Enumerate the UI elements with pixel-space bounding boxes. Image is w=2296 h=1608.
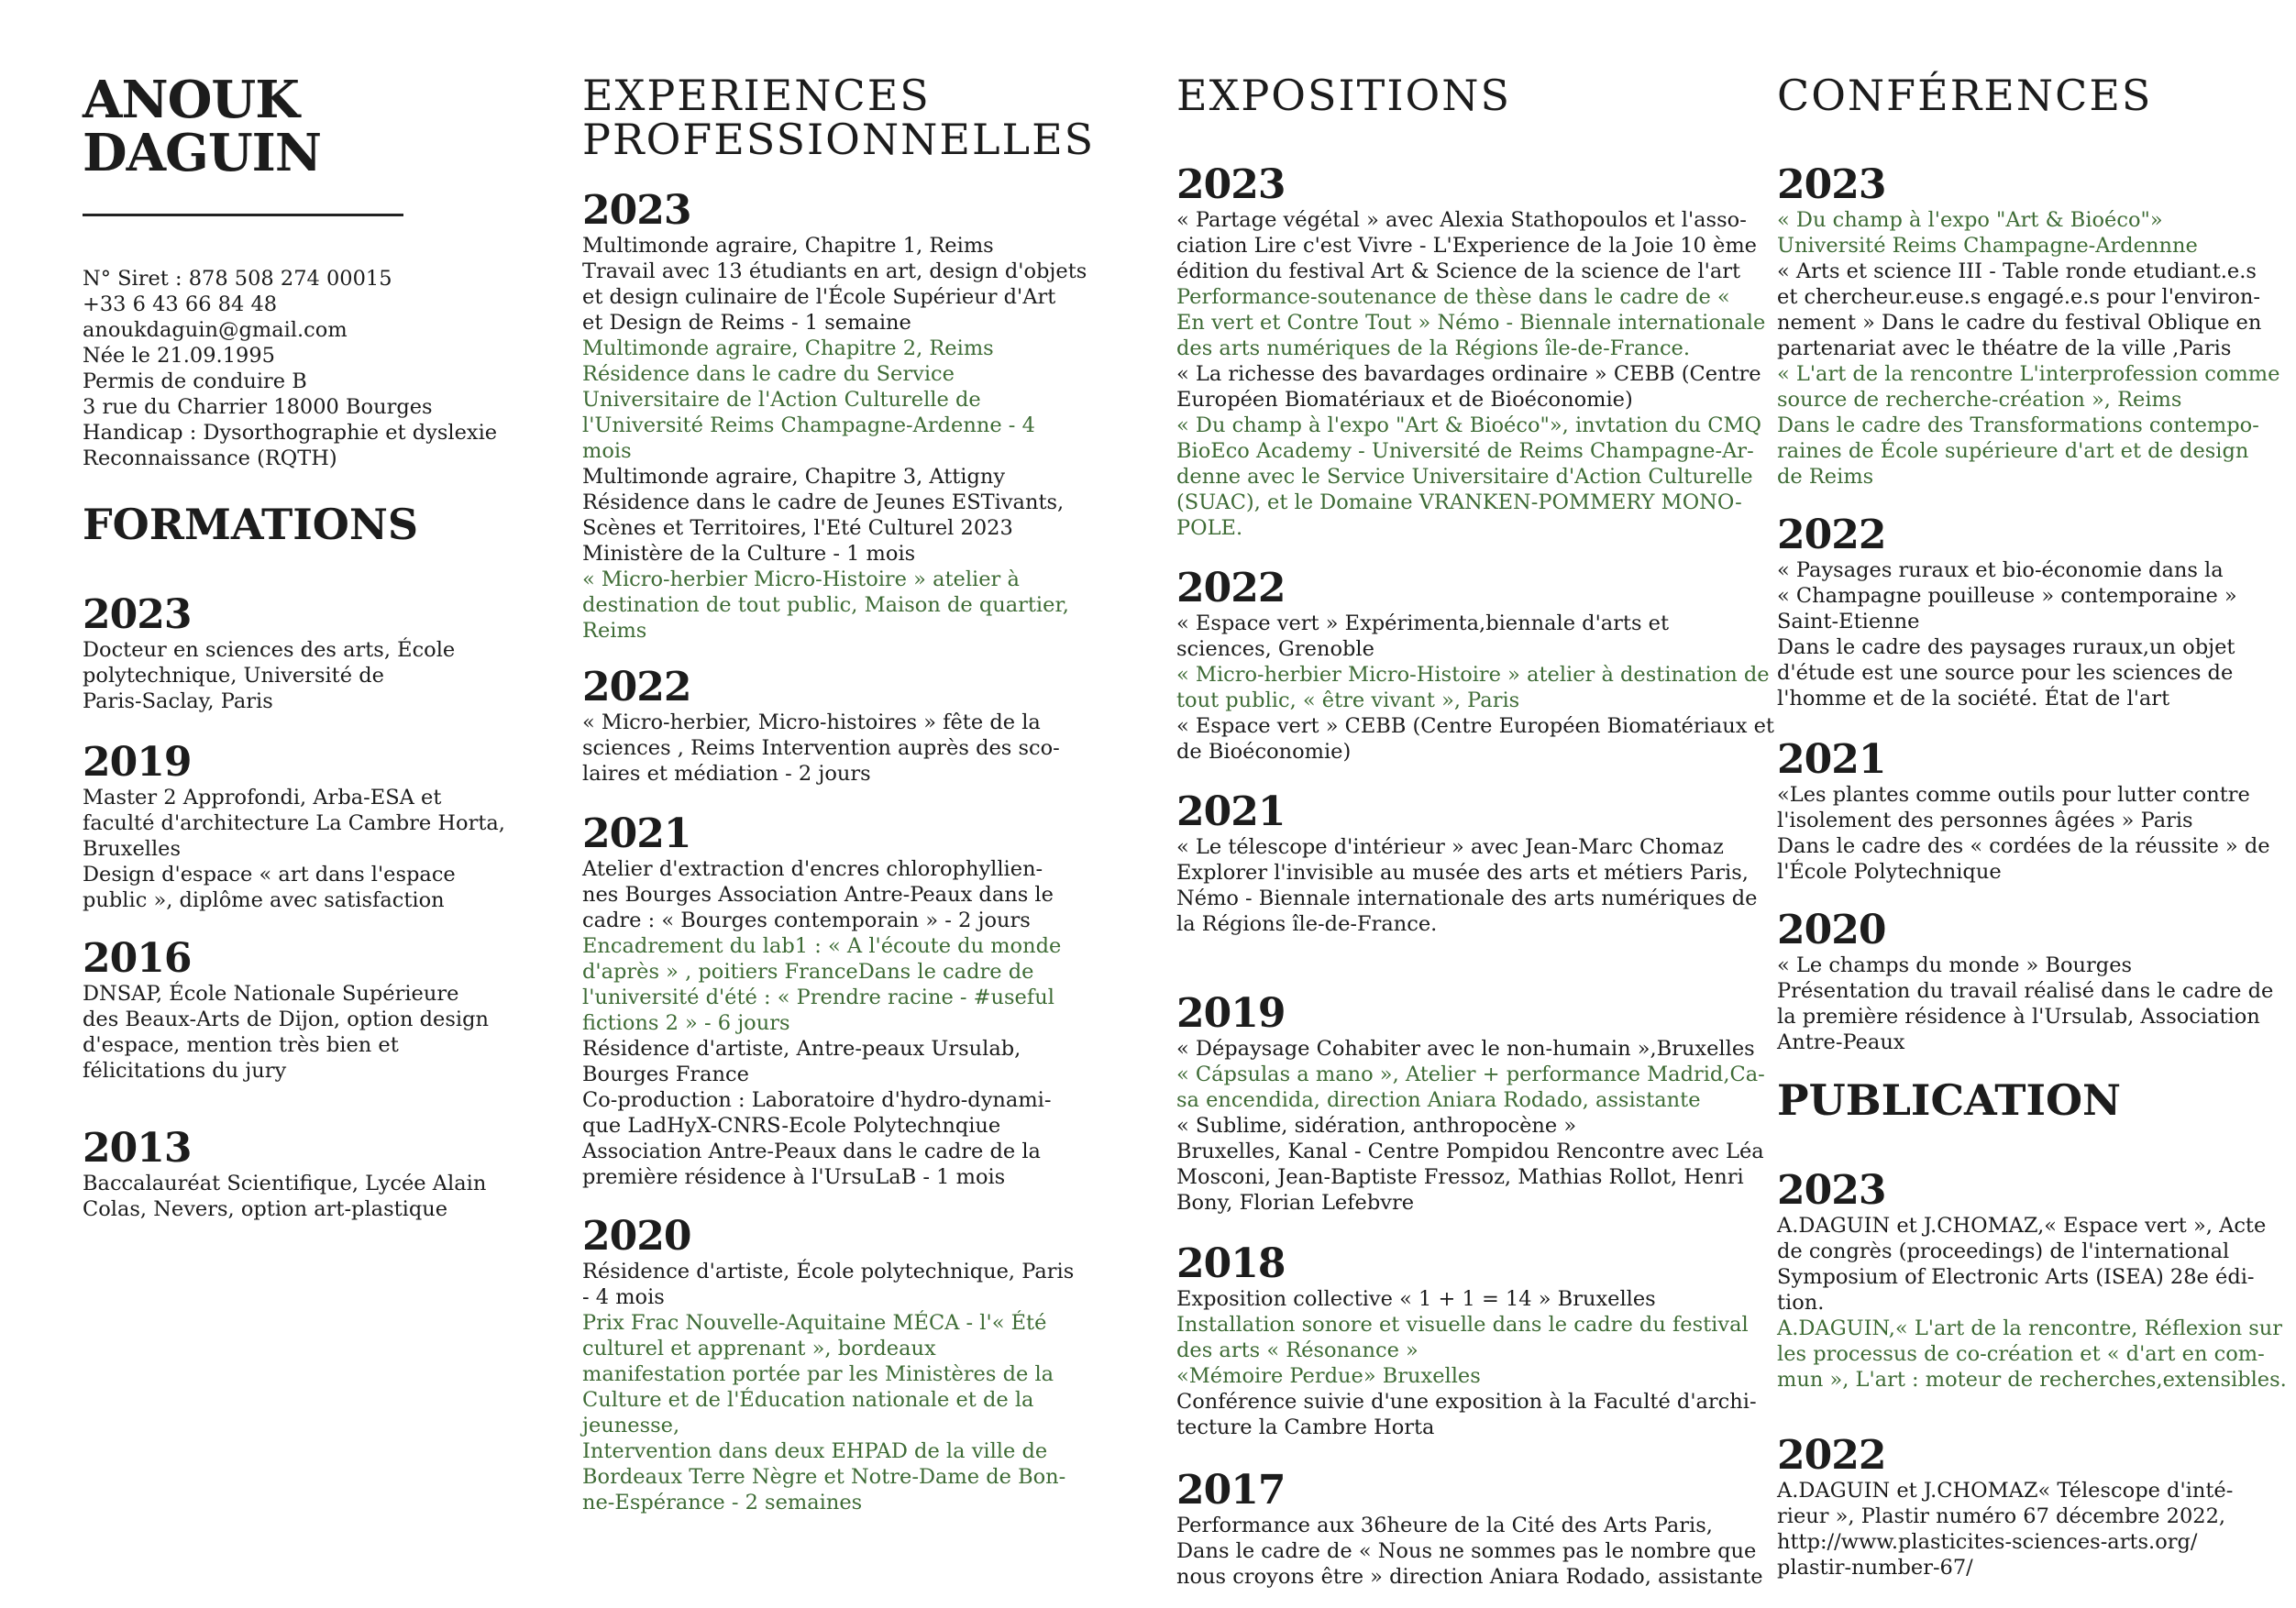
entry-line: de Bioéconomie)	[1176, 740, 1352, 764]
exposition-entry	[1176, 788, 1758, 937]
entry-line: Bourges France	[582, 1063, 749, 1086]
experiences-title	[582, 71, 1096, 164]
entry-line: Design d'espace « art dans l'espace	[83, 863, 456, 887]
entry-line: « La richesse des bavardages ordinaire » CEBB (Centre	[1176, 362, 1761, 386]
entry-line: Baccalauréat Scientifique, Lycée Alain	[83, 1172, 487, 1195]
entry-line: première résidence à l'UrsuLaB - 1 mois	[582, 1165, 1006, 1189]
entry-line: Exposition collective « 1 + 1 = 14 » Bruxelles	[1176, 1287, 1656, 1311]
entry-line-highlight: Reims	[582, 619, 647, 643]
conference-entry	[1777, 161, 2280, 490]
entry-line: « Le champs du monde » Bourges	[1777, 953, 2133, 977]
entry-line: Résidence dans le cadre de Jeunes ESTivants,	[582, 490, 1065, 514]
exposition-entry	[1176, 1467, 1763, 1590]
entry-line: des Beaux-Arts de Dijon, option design	[83, 1008, 489, 1031]
entry-year: 2019	[83, 739, 192, 786]
formation-entry	[83, 935, 495, 1084]
entry-line-highlight: fictions 2 » - 6 jours	[582, 1011, 790, 1035]
entry-line-highlight: source de recherche-création », Reims	[1777, 388, 2182, 412]
entry-line-highlight: POLE.	[1176, 516, 1243, 540]
entry-line-highlight: mun », L'art : moteur de recherches,extensibles.	[1777, 1368, 2287, 1392]
entry-line: Performance aux 36heure de la Cité des Arts Paris,	[1176, 1514, 1713, 1537]
entry-line-highlight: Intervention dans deux EHPAD de la ville de	[582, 1439, 1048, 1463]
person-name	[83, 70, 322, 183]
entry-line-highlight: Performance-soutenance de thèse dans le cadre de «	[1176, 285, 1730, 309]
email: anoukdaguin@gmail.com	[83, 318, 348, 342]
entry-line-highlight: « Du champ à l'expo "Art & Bioéco"», invtation du CMQ	[1176, 413, 1761, 437]
entry-year: 2020	[582, 1213, 691, 1260]
entry-line: public », diplôme avec satisfaction	[83, 888, 445, 912]
formation-entry	[83, 739, 505, 913]
experiences-title-line: PROFESSIONNELLES	[582, 115, 1096, 164]
entry-line: faculté d'architecture La Cambre Horta,	[83, 811, 505, 835]
entry-line: Saint-Etienne	[1777, 610, 1920, 633]
entry-line: Multimonde agraire, Chapitre 1, Reims	[582, 234, 994, 258]
entry-line: et design culinaire de l'École Supérieur d'Art	[582, 285, 1056, 309]
entry-line: sciences, Grenoble	[1176, 637, 1374, 661]
exposition-entry	[1176, 1240, 1757, 1440]
last-name: DAGUIN	[83, 123, 322, 183]
entry-line-highlight: culturel et apprenant », bordeaux	[582, 1337, 936, 1360]
conference-entry	[1777, 907, 2274, 1055]
formations-title: FORMATIONS	[83, 500, 419, 549]
entry-line: Dans le cadre de « Nous ne sommes pas le nombre que	[1176, 1539, 1757, 1563]
entry-line-highlight: des arts « Résonance »	[1176, 1338, 1418, 1362]
entry-line: laires et médiation - 2 jours	[582, 762, 871, 786]
entry-year: 2023	[83, 591, 192, 638]
publication-entry	[1777, 1167, 2287, 1393]
entry-line: tecture la Cambre Horta	[1176, 1415, 1435, 1439]
entry-line: http://www.plasticites-sciences-arts.org/	[1777, 1530, 2198, 1554]
entry-line-highlight: Dans le cadre des Transformations contempo-	[1777, 413, 2259, 437]
entry-line-highlight: manifestation portée par les Ministères de la	[582, 1362, 1054, 1386]
entry-line: félicitations du jury	[83, 1059, 287, 1083]
entry-line: Européen Biomatériaux et de Bioéconomie)	[1176, 388, 1633, 412]
entry-line: Mosconi, Jean-Baptiste Fressoz, Mathias Rollot, Henri	[1176, 1165, 1744, 1189]
driving-license: Permis de conduire B	[83, 369, 307, 393]
entry-line: « Sublime, sidération, anthropocène »	[1176, 1114, 1577, 1138]
entry-year: 2021	[1176, 788, 1286, 835]
expositions-title: EXPOSITIONS	[1176, 71, 1512, 120]
entry-line-highlight: BioEco Academy - Université de Reims Champagne-Ar-	[1176, 439, 1754, 463]
entry-line: partenariat avec le théatre de la ville ,Paris	[1777, 336, 2232, 360]
experience-entry	[582, 810, 1068, 1190]
entry-line-highlight: Université Reims Champagne-Ardennne	[1777, 234, 2198, 258]
entry-line-highlight: « Du champ à l'expo "Art & Bioéco"»	[1777, 208, 2163, 232]
entry-line: «Les plantes comme outils pour lutter contre	[1777, 783, 2250, 807]
entry-line-highlight: Bordeaux Terre Nègre et Notre-Dame de Bon-	[582, 1465, 1066, 1489]
exposition-entry	[1176, 565, 1774, 765]
entry-line-highlight: l'université d'été : « Prendre racine - #useful	[582, 986, 1054, 1009]
entry-line: Co-production : Laboratoire d'hydro-dynami-	[582, 1088, 1052, 1112]
conferences-title: CONFÉRENCES	[1777, 71, 2153, 120]
phone: +33 6 43 66 84 48	[83, 292, 278, 316]
formation-entry	[83, 591, 495, 714]
entry-line: d'espace, mention très bien et	[83, 1033, 399, 1057]
entry-line: Symposium of Electronic Arts (ISEA) 28e édi-	[1777, 1265, 2255, 1289]
experiences-title-line: EXPERIENCES	[582, 71, 931, 120]
entry-line: Bruxelles	[83, 837, 182, 861]
entry-line: l'isolement des personnes âgées » Paris	[1777, 809, 2193, 832]
entry-line-highlight: l'Université Reims Champagne-Ardenne - 4	[582, 413, 1035, 437]
entry-line: « Espace vert » Expérimenta,biennale d'arts et	[1176, 611, 1670, 635]
entry-line-highlight: Multimonde agraire, Chapitre 2, Reims	[582, 336, 994, 360]
entry-line: ciation Lire c'est Vivre - L'Experience de la Joie 10 ème	[1176, 234, 1757, 258]
entry-year: 2013	[83, 1125, 192, 1172]
entry-line: - 4 mois	[582, 1285, 665, 1309]
entry-line: que LadHyX-CNRS-Ecole Polytechnqiue	[582, 1114, 1001, 1138]
entry-year: 2023	[1777, 1167, 1886, 1214]
entry-line: Multimonde agraire, Chapitre 3, Attigny	[582, 465, 1006, 489]
entry-line: A.DAGUIN et J.CHOMAZ,« Espace vert », Acte	[1777, 1214, 2267, 1238]
entry-line: nous croyons être » direction Aniara Rodado, assistante	[1176, 1565, 1763, 1589]
entry-line: A.DAGUIN et J.CHOMAZ« Télescope d'inté-	[1777, 1479, 2234, 1503]
entry-line: « Champagne pouilleuse » contemporaine »	[1777, 584, 2237, 608]
birth-date: Née le 21.09.1995	[83, 344, 275, 368]
entry-line: Bruxelles, Kanal - Centre Pompidou Rencontre avec Léa	[1176, 1140, 1764, 1163]
entry-line: « Dépaysage Cohabiter avec le non-humain »,Bruxelles	[1176, 1037, 1755, 1061]
entry-line-highlight: Résidence dans le cadre du Service	[582, 362, 955, 386]
entry-line-highlight: « Cápsulas a mano », Atelier + performance Madrid,Ca-	[1176, 1063, 1765, 1086]
entry-line-highlight: En vert et Contre Tout » Némo - Biennale internationale	[1176, 311, 1766, 335]
entry-line-highlight: raines de École supérieure d'art et de design	[1777, 439, 2249, 463]
entry-line-highlight: Universitaire de l'Action Culturelle de	[582, 388, 981, 412]
entry-line: la Régions île-de-France.	[1176, 912, 1438, 936]
entry-line: plastir-number-67/	[1777, 1556, 1973, 1580]
entry-line-highlight: mois	[582, 439, 632, 463]
entry-year: 2020	[1777, 907, 1886, 953]
entry-line-highlight: de Reims	[1777, 465, 1874, 489]
rqth: Reconnaissance (RQTH)	[83, 446, 337, 470]
entry-year: 2023	[1176, 161, 1286, 208]
publication-title: PUBLICATION	[1777, 1075, 2122, 1125]
entry-line: « Micro-herbier, Micro-histoires » fête de la	[582, 710, 1041, 734]
entry-line-highlight: « L'art de la rencontre L'interprofession comme	[1777, 362, 2280, 386]
entry-line: « Arts et science III - Table ronde etudiant.e.s	[1777, 259, 2257, 283]
entry-line-highlight: Prix Frac Nouvelle-Aquitaine MÉCA - l'« Été	[582, 1311, 1047, 1335]
entry-line: nes Bourges Association Antre-Peaux dans le	[582, 883, 1054, 907]
entry-year: 2023	[1777, 161, 1886, 208]
entry-line-highlight: A.DAGUIN,« L'art de la rencontre, Réflexion sur	[1777, 1316, 2283, 1340]
entry-line: « Le télescope d'intérieur » avec Jean-Marc Chomaz	[1176, 835, 1724, 859]
entry-line-highlight: d'après » , poitiers FranceDans le cadre de	[582, 960, 1034, 984]
entry-line: Ministère de la Culture - 1 mois	[582, 542, 916, 566]
entry-line: et Design de Reims - 1 semaine	[582, 311, 911, 335]
entry-line-highlight: Encadrement du lab1 : « A l'écoute du monde	[582, 934, 1062, 958]
entry-line-highlight: «Mémoire Perdue» Bruxelles	[1176, 1364, 1481, 1388]
name-divider	[83, 214, 403, 216]
entry-line: « Partage végétal » avec Alexia Stathopoulos et l'asso-	[1176, 208, 1747, 232]
entry-line: Master 2 Approfondi, Arba-ESA et	[83, 786, 442, 810]
entry-line-highlight: des arts numériques de la Régions île-de-France.	[1176, 336, 1691, 360]
publication-entry	[1777, 1432, 2254, 1580]
entry-line-highlight: Installation sonore et visuelle dans le cadre du festival	[1176, 1313, 1749, 1337]
entry-line-highlight: « Micro-herbier Micro-Histoire » atelier à destination de	[1176, 663, 1770, 687]
entry-line: édition du festival Art & Science de la science de l'art	[1176, 259, 1741, 283]
entry-line-highlight: denne avec le Service Universitaire d'Action Culturelle	[1176, 465, 1753, 489]
entry-year: 2022	[1176, 565, 1286, 611]
entry-line: l'École Polytechnique	[1777, 860, 2002, 884]
entry-year: 2022	[582, 664, 691, 710]
entry-line: de congrès (proceedings) de l'international	[1777, 1239, 2230, 1263]
entry-line: Présentation du travail réalisé dans le cadre de	[1777, 979, 2274, 1003]
entry-year: 2021	[1777, 736, 1886, 783]
entry-line: « Espace vert » CEBB (Centre Européen Biomatériaux et	[1176, 714, 1774, 738]
entry-line: sciences , Reims Intervention auprès des sco-	[582, 736, 1060, 760]
entry-line-highlight: jeunesse,	[582, 1414, 680, 1437]
entry-year: 2017	[1176, 1467, 1286, 1514]
entry-line-highlight: ne-Espérance - 2 semaines	[582, 1491, 863, 1514]
entry-line: Travail avec 13 étudiants en art, design d'objets	[582, 259, 1087, 283]
entry-line: et chercheur.euse.s engagé.e.s pour l'environ-	[1777, 285, 2261, 309]
entry-line: Association Antre-Peaux dans le cadre de la	[582, 1140, 1041, 1163]
first-name: ANOUK	[83, 70, 299, 130]
experience-entry	[582, 664, 1068, 787]
entry-line: l'homme et de la société. État de l'art	[1777, 687, 2170, 710]
siret: N° Siret : 878 508 274 00015	[83, 267, 392, 291]
entry-line: Némo - Biennale internationale des arts numériques de	[1176, 887, 1758, 910]
entry-line: Dans le cadre des « cordées de la réussite » de	[1777, 834, 2270, 858]
entry-line: polytechnique, Université de	[83, 664, 384, 688]
entry-line: Antre-Peaux	[1777, 1030, 1905, 1054]
entry-line: cadre : « Bourges contemporain » - 2 jours	[582, 909, 1031, 932]
entry-line: Bony, Florian Lefebvre	[1176, 1191, 1415, 1215]
address: 3 rue du Charrier 18000 Bourges	[83, 395, 433, 419]
entry-line: DNSAP, École Nationale Supérieure	[83, 982, 459, 1006]
entry-year: 2019	[1176, 990, 1286, 1037]
exposition-entry	[1176, 990, 1765, 1216]
entry-line: Colas, Nevers, option art-plastique	[83, 1197, 448, 1221]
entry-line: la première résidence à l'Ursulab, Association	[1777, 1005, 2260, 1029]
entry-line: Dans le cadre des paysages ruraux,un objet	[1777, 635, 2235, 659]
exposition-entry	[1176, 161, 1766, 541]
entry-line: Atelier d'extraction d'encres chlorophyllien-	[582, 857, 1043, 881]
entry-line: tion.	[1777, 1291, 1825, 1315]
entry-year: 2022	[1777, 1432, 1886, 1479]
entry-line-highlight: Culture et de l'Éducation nationale et de la	[582, 1388, 1034, 1412]
entry-year: 2023	[582, 187, 691, 234]
entry-year: 2022	[1777, 512, 1886, 558]
entry-line: « Paysages ruraux et bio-économie dans la	[1777, 558, 2224, 582]
handicap: Handicap : Dysorthographie et dyslexie	[83, 421, 498, 445]
entry-line: Scènes et Territoires, l'Eté Culturel 2023	[582, 516, 1013, 540]
entry-line: d'étude est une source pour les sciences de	[1777, 661, 2234, 685]
entry-year: 2018	[1176, 1240, 1286, 1287]
entry-line: Résidence d'artiste, École polytechnique, Paris	[582, 1260, 1075, 1283]
entry-line: Conférence suivie d'une exposition à la Faculté d'archi-	[1176, 1390, 1757, 1414]
entry-line-highlight: sa encendida, direction Aniara Rodado, assistante	[1176, 1088, 1701, 1112]
entry-line-highlight: destination de tout public, Maison de quartier,	[582, 593, 1069, 617]
conference-entry	[1777, 512, 2254, 711]
entry-line-highlight: (SUAC), et le Domaine VRANKEN-POMMERY MONO-	[1176, 490, 1742, 514]
entry-line: Docteur en sciences des arts, École	[83, 638, 456, 662]
experience-entry	[582, 187, 1087, 644]
entry-line-highlight: tout public, « être vivant », Paris	[1176, 688, 1520, 712]
entry-line: Paris-Saclay, Paris	[83, 689, 273, 713]
formation-entry	[83, 1125, 495, 1222]
entry-line: Explorer l'invisible au musée des arts et métiers Paris,	[1176, 861, 1749, 885]
entry-line: Résidence d'artiste, Antre-peaux Ursulab,	[582, 1037, 1021, 1061]
entry-year: 2016	[83, 935, 192, 982]
entry-line-highlight: les processus de co-création et « d'art en com-	[1777, 1342, 2265, 1366]
entry-line: rieur », Plastir numéro 67 décembre 2022,	[1777, 1504, 2226, 1528]
conference-entry	[1777, 736, 2270, 885]
contact-block	[83, 266, 497, 471]
entry-line-highlight: « Micro-herbier Micro-Histoire » atelier à	[582, 567, 1020, 591]
experience-entry	[582, 1213, 1075, 1515]
entry-line: nement » Dans le cadre du festival Oblique en	[1777, 311, 2262, 335]
entry-year: 2021	[582, 810, 691, 857]
